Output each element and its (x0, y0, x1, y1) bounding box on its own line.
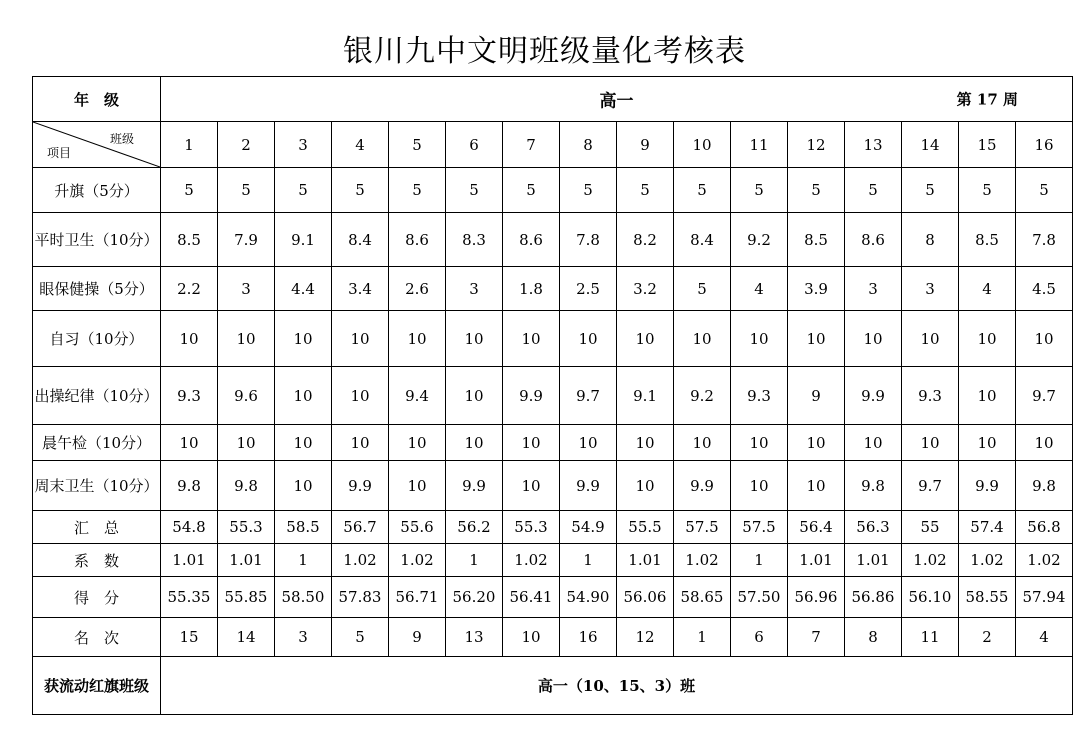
score-cell: 10 (275, 461, 332, 511)
score-cell: 10 (959, 367, 1016, 425)
score-cell: 58.65 (674, 577, 731, 618)
score-cell: 9.9 (332, 461, 389, 511)
score-cell: 10 (503, 618, 560, 657)
score-cell: 3.4 (332, 267, 389, 311)
score-cell: 9.8 (161, 461, 218, 511)
score-cell: 9.9 (560, 461, 617, 511)
score-cell: 9 (788, 367, 845, 425)
score-cell: 9.1 (275, 213, 332, 267)
score-cell: 10 (674, 425, 731, 461)
score-cell: 5 (731, 168, 788, 213)
score-cell: 10 (218, 311, 275, 367)
score-cell: 57.94 (1016, 577, 1073, 618)
score-cell: 9.9 (503, 367, 560, 425)
score-cell: 55.6 (389, 511, 446, 544)
score-cell: 10 (617, 461, 674, 511)
score-row (33, 311, 1073, 367)
score-cell: 10 (959, 311, 1016, 367)
score-cell: 10 (275, 425, 332, 461)
score-cell: 10 (560, 425, 617, 461)
score-cell: 5 (902, 168, 959, 213)
score-cell: 8.6 (503, 213, 560, 267)
score-cell: 56.8 (1016, 511, 1073, 544)
class-number-cell: 11 (731, 122, 788, 168)
score-cell: 57.83 (332, 577, 389, 618)
score-cell: 2.2 (161, 267, 218, 311)
class-number-cell: 13 (845, 122, 902, 168)
class-number-cell: 10 (674, 122, 731, 168)
class-number-cell: 9 (617, 122, 674, 168)
score-cell: 8.4 (332, 213, 389, 267)
red-flag-label: 获流动红旗班级 (33, 657, 161, 715)
score-cell: 57.50 (731, 577, 788, 618)
score-cell: 10 (161, 311, 218, 367)
score-cell: 4 (731, 267, 788, 311)
score-cell: 8 (902, 213, 959, 267)
class-number-cell: 8 (560, 122, 617, 168)
score-row (33, 168, 1073, 213)
score-cell: 8 (845, 618, 902, 657)
class-number-cell: 15 (959, 122, 1016, 168)
score-cell: 10 (389, 461, 446, 511)
score-cell: 57.5 (674, 511, 731, 544)
score-cell: 58.5 (275, 511, 332, 544)
class-number-cell: 14 (902, 122, 959, 168)
score-cell: 10 (389, 425, 446, 461)
score-cell: 10 (1016, 311, 1073, 367)
class-number-cell: 1 (161, 122, 218, 168)
score-cell: 1 (446, 544, 503, 577)
score-cell: 8.6 (845, 213, 902, 267)
score-cell: 5 (161, 168, 218, 213)
score-cell: 56.71 (389, 577, 446, 618)
red-flag-classes: 高一（10、15、3）班 (161, 657, 1073, 715)
score-cell: 58.50 (275, 577, 332, 618)
grade-label: 年 级 (33, 77, 161, 122)
score-cell: 10 (389, 311, 446, 367)
row-label: 得 分 (33, 577, 161, 618)
score-cell: 4 (1016, 618, 1073, 657)
score-row (33, 213, 1073, 267)
score-cell: 10 (788, 425, 845, 461)
score-cell: 10 (617, 425, 674, 461)
score-cell: 8.2 (617, 213, 674, 267)
score-cell: 5 (332, 168, 389, 213)
score-cell: 9.1 (617, 367, 674, 425)
score-cell: 3.9 (788, 267, 845, 311)
score-cell: 55 (902, 511, 959, 544)
score-cell: 1.02 (1016, 544, 1073, 577)
score-cell: 4 (959, 267, 1016, 311)
score-cell: 10 (275, 311, 332, 367)
score-cell: 5 (1016, 168, 1073, 213)
score-cell: 10 (560, 311, 617, 367)
score-row (33, 577, 1073, 618)
score-cell: 10 (731, 311, 788, 367)
score-cell: 8.6 (389, 213, 446, 267)
score-row (33, 367, 1073, 425)
score-cell: 10 (446, 311, 503, 367)
score-cell: 9 (389, 618, 446, 657)
score-cell: 10 (674, 311, 731, 367)
score-cell: 3 (218, 267, 275, 311)
score-cell: 1.02 (332, 544, 389, 577)
week-label: 第 17 周 (956, 90, 1018, 109)
score-cell: 7 (788, 618, 845, 657)
score-cell: 9.2 (674, 367, 731, 425)
class-number-cell: 5 (389, 122, 446, 168)
score-cell: 56.96 (788, 577, 845, 618)
score-cell: 3.2 (617, 267, 674, 311)
score-cell: 3 (446, 267, 503, 311)
score-cell: 10 (218, 425, 275, 461)
score-cell: 56.41 (503, 577, 560, 618)
score-cell: 9.8 (218, 461, 275, 511)
score-cell: 10 (332, 311, 389, 367)
score-cell: 1.02 (959, 544, 1016, 577)
score-cell: 5 (560, 168, 617, 213)
score-cell: 57.5 (731, 511, 788, 544)
score-cell: 8.3 (446, 213, 503, 267)
score-cell: 10 (332, 367, 389, 425)
score-cell: 10 (845, 425, 902, 461)
class-number-cell: 4 (332, 122, 389, 168)
score-cell: 10 (503, 425, 560, 461)
score-cell: 9.7 (1016, 367, 1073, 425)
score-cell: 8.5 (161, 213, 218, 267)
score-cell: 8.5 (959, 213, 1016, 267)
score-row (33, 461, 1073, 511)
diag-class-label: 班级 (109, 132, 134, 146)
score-cell: 10 (275, 367, 332, 425)
score-cell: 10 (503, 311, 560, 367)
score-row (33, 425, 1073, 461)
score-cell: 1.02 (902, 544, 959, 577)
score-cell: 9.9 (446, 461, 503, 511)
score-cell: 55.3 (503, 511, 560, 544)
score-cell: 3 (845, 267, 902, 311)
row-label: 自习（10分） (33, 311, 161, 367)
score-cell: 1 (560, 544, 617, 577)
score-cell: 5 (503, 168, 560, 213)
score-cell: 10 (959, 425, 1016, 461)
score-cell: 10 (503, 461, 560, 511)
score-cell: 10 (902, 425, 959, 461)
score-cell: 56.86 (845, 577, 902, 618)
score-cell: 54.90 (560, 577, 617, 618)
score-cell: 4.5 (1016, 267, 1073, 311)
score-cell: 1 (275, 544, 332, 577)
score-cell: 10 (731, 425, 788, 461)
score-cell: 8.4 (674, 213, 731, 267)
score-cell: 10 (332, 425, 389, 461)
score-cell: 7.8 (1016, 213, 1073, 267)
score-cell: 10 (617, 311, 674, 367)
score-cell: 1.02 (674, 544, 731, 577)
diagonal-header-cell (33, 122, 161, 168)
score-cell: 56.3 (845, 511, 902, 544)
score-cell: 5 (389, 168, 446, 213)
row-label: 名 次 (33, 618, 161, 657)
score-cell: 10 (902, 311, 959, 367)
score-cell: 1.01 (617, 544, 674, 577)
score-cell: 8.5 (788, 213, 845, 267)
score-cell: 9.7 (902, 461, 959, 511)
score-cell: 3 (902, 267, 959, 311)
score-cell: 9.8 (845, 461, 902, 511)
score-row (33, 511, 1073, 544)
score-cell: 9.6 (218, 367, 275, 425)
score-cell: 2.5 (560, 267, 617, 311)
score-cell: 10 (788, 311, 845, 367)
score-cell: 14 (218, 618, 275, 657)
score-cell: 11 (902, 618, 959, 657)
score-cell: 6 (731, 618, 788, 657)
score-cell: 56.20 (446, 577, 503, 618)
score-cell: 5 (674, 267, 731, 311)
score-cell: 10 (788, 461, 845, 511)
class-number-cell: 2 (218, 122, 275, 168)
score-cell: 7.8 (560, 213, 617, 267)
score-cell: 1.02 (503, 544, 560, 577)
score-cell: 5 (617, 168, 674, 213)
score-cell: 3 (275, 618, 332, 657)
score-cell: 9.9 (959, 461, 1016, 511)
row-label: 升旗（5分） (33, 168, 161, 213)
score-cell: 55.3 (218, 511, 275, 544)
class-number-cell: 7 (503, 122, 560, 168)
score-cell: 9.9 (845, 367, 902, 425)
score-cell: 58.55 (959, 577, 1016, 618)
score-cell: 1.01 (845, 544, 902, 577)
score-cell: 9.9 (674, 461, 731, 511)
score-cell: 5 (275, 168, 332, 213)
score-cell: 10 (446, 367, 503, 425)
row-label: 平时卫生（10分） (33, 213, 161, 267)
score-row (33, 544, 1073, 577)
score-cell: 10 (731, 461, 788, 511)
score-cell: 5 (332, 618, 389, 657)
row-label: 眼保健操（5分） (33, 267, 161, 311)
score-row (33, 267, 1073, 311)
score-cell: 1.8 (503, 267, 560, 311)
score-cell: 10 (161, 425, 218, 461)
score-cell: 1.02 (389, 544, 446, 577)
score-cell: 5 (218, 168, 275, 213)
score-cell: 55.35 (161, 577, 218, 618)
score-cell: 56.7 (332, 511, 389, 544)
page-title: 银川九中文明班级量化考核表 (343, 34, 746, 69)
red-flag-row (33, 657, 1073, 715)
score-cell: 56.06 (617, 577, 674, 618)
score-cell: 5 (845, 168, 902, 213)
score-cell: 9.3 (902, 367, 959, 425)
score-cell: 56.4 (788, 511, 845, 544)
class-number-cell: 3 (275, 122, 332, 168)
score-cell: 10 (446, 425, 503, 461)
score-cell: 1.01 (218, 544, 275, 577)
score-cell: 10 (1016, 425, 1073, 461)
score-cell: 9.3 (161, 367, 218, 425)
row-label: 汇 总 (33, 511, 161, 544)
score-cell: 5 (446, 168, 503, 213)
score-cell: 12 (617, 618, 674, 657)
grade-row (33, 77, 1073, 122)
row-label: 周末卫生（10分） (33, 461, 161, 511)
score-cell: 9.4 (389, 367, 446, 425)
grade-header-cell (161, 77, 1073, 122)
score-cell: 54.9 (560, 511, 617, 544)
score-cell: 15 (161, 618, 218, 657)
score-cell: 4.4 (275, 267, 332, 311)
diag-item-label: 项目 (47, 146, 72, 160)
score-cell: 10 (845, 311, 902, 367)
row-label: 系 数 (33, 544, 161, 577)
score-cell: 16 (560, 618, 617, 657)
class-number-row (33, 122, 1073, 168)
score-cell: 1.01 (161, 544, 218, 577)
score-cell: 5 (788, 168, 845, 213)
row-label: 出操纪律（10分） (33, 367, 161, 425)
score-cell: 54.8 (161, 511, 218, 544)
class-number-cell: 6 (446, 122, 503, 168)
score-cell: 2.6 (389, 267, 446, 311)
score-cell: 1 (731, 544, 788, 577)
score-cell: 7.9 (218, 213, 275, 267)
assessment-table (32, 76, 1073, 715)
score-cell: 56.10 (902, 577, 959, 618)
score-cell: 13 (446, 618, 503, 657)
score-cell: 9.7 (560, 367, 617, 425)
score-cell: 9.3 (731, 367, 788, 425)
score-cell: 5 (674, 168, 731, 213)
score-cell: 55.85 (218, 577, 275, 618)
class-number-cell: 12 (788, 122, 845, 168)
score-cell: 2 (959, 618, 1016, 657)
score-cell: 56.2 (446, 511, 503, 544)
score-cell: 9.2 (731, 213, 788, 267)
score-cell: 1 (674, 618, 731, 657)
score-cell: 57.4 (959, 511, 1016, 544)
class-number-cell: 16 (1016, 122, 1073, 168)
score-cell: 9.8 (1016, 461, 1073, 511)
score-cell: 5 (959, 168, 1016, 213)
score-row (33, 618, 1073, 657)
grade-value: 高一 (599, 91, 634, 112)
score-cell: 55.5 (617, 511, 674, 544)
score-cell: 1.01 (788, 544, 845, 577)
row-label: 晨午检（10分） (33, 425, 161, 461)
